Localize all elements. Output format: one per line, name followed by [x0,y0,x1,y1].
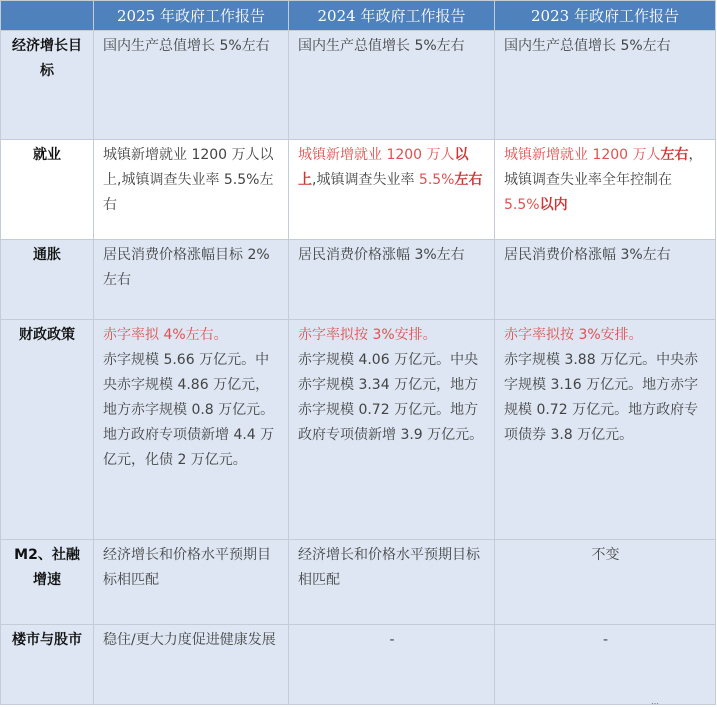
header-blank [1,1,94,31]
fiscal-2025-details: 赤字规模 5.66 万亿元。中央赤字规模 4.86 万亿元，地方赤字规模 0.8 万亿元。地方政府专项债新增 4.4 万亿元，化债 2 万亿元。 [103,352,275,468]
fiscal-2023-deficit-rate: 赤字率拟按 3%安排。 [504,327,643,343]
cell-inflation-2024: 居民消费价格涨幅 3%左右 [289,240,495,320]
row-label-employment: 就业 [1,140,94,240]
employment-2024-part-d: 5.5% [418,172,455,188]
fiscal-2024-details: 赤字规模 4.06 万亿元。中央赤字规模 3.34 万亿元，地方赤字规模 0.72 万亿元。地方政府专项债新增 3.9 万亿元。 [298,352,484,443]
header-2024: 2024 年政府工作报告 [289,1,495,31]
cell-m2-2025: 经济增长和价格水平预期目标相匹配 [94,540,289,625]
cell-m2-2023: 不变 [495,540,716,625]
row-label-m2: M2、社融增速 [1,540,94,625]
row-label-markets: 楼市与股市 [1,625,94,705]
cell-employment-2024 [289,140,495,240]
cell-gdp-2025: 国内生产总值增长 5%左右 [94,31,289,140]
row-employment [1,140,716,240]
employment-2024-part-a: 城镇新增就业 1200 万人 [298,147,455,163]
employment-2024-part-b: 以上 [298,147,469,188]
cell-fiscal-2025 [94,320,289,540]
row-m2 [1,540,716,625]
cell-gdp-2023: 国内生产总值增长 5%左右 [495,31,716,140]
row-label-fiscal: 财政政策 [1,320,94,540]
row-markets [1,625,716,705]
header-2023: 2023 年政府工作报告 [495,1,716,31]
fiscal-2024-deficit-rate: 赤字率拟按 3%安排。 [298,327,437,343]
cell-gdp-2024: 国内生产总值增长 5%左右 [289,31,495,140]
cell-markets-2023: - [495,625,716,705]
cell-markets-2025: 稳住/更大力度促进健康发展 [94,625,289,705]
row-inflation [1,240,716,320]
fiscal-2025-deficit-rate: 赤字率拟 4%左右。 [103,327,228,343]
cell-m2-2024: 经济增长和价格水平预期目标相匹配 [289,540,495,625]
cell-employment-2023 [495,140,716,240]
employment-2024-part-c: ,城镇调查失业率 [312,172,419,188]
employment-2023-part-c: ，城镇调查失业率全年控制在 [504,147,703,188]
row-fiscal [1,320,716,540]
header-row [1,1,716,31]
footer-mark: … [651,697,659,706]
header-2025: 2025 年政府工作报告 [94,1,289,31]
employment-2023-part-a: 城镇新增就业 1200 万人 [504,147,661,163]
row-gdp [1,31,716,140]
cell-employment-2025: 城镇新增就业 1200 万人以上,城镇调查失业率 5.5%左右 [94,140,289,240]
employment-2023-part-d: 5.5% [504,197,540,213]
employment-2023-part-e: 以内 [539,197,568,213]
row-label-gdp: 经济增长目标 [1,31,94,140]
cell-fiscal-2023 [495,320,716,540]
fiscal-2023-details: 赤字规模 3.88 万亿元。中央赤字规模 3.16 万亿元。地方赤字规模 0.72 万亿元。地方政府专项债券 3.8 万亿元。 [504,352,699,443]
employment-2023-part-b: 左右 [660,147,689,163]
cell-markets-2024: - [289,625,495,705]
row-label-inflation: 通胀 [1,240,94,320]
cell-fiscal-2024 [289,320,495,540]
employment-2024-part-e: 左右 [454,172,483,188]
cell-inflation-2023: 居民消费价格涨幅 3%左右 [495,240,716,320]
cell-inflation-2025: 居民消费价格涨幅目标 2%左右 [94,240,289,320]
